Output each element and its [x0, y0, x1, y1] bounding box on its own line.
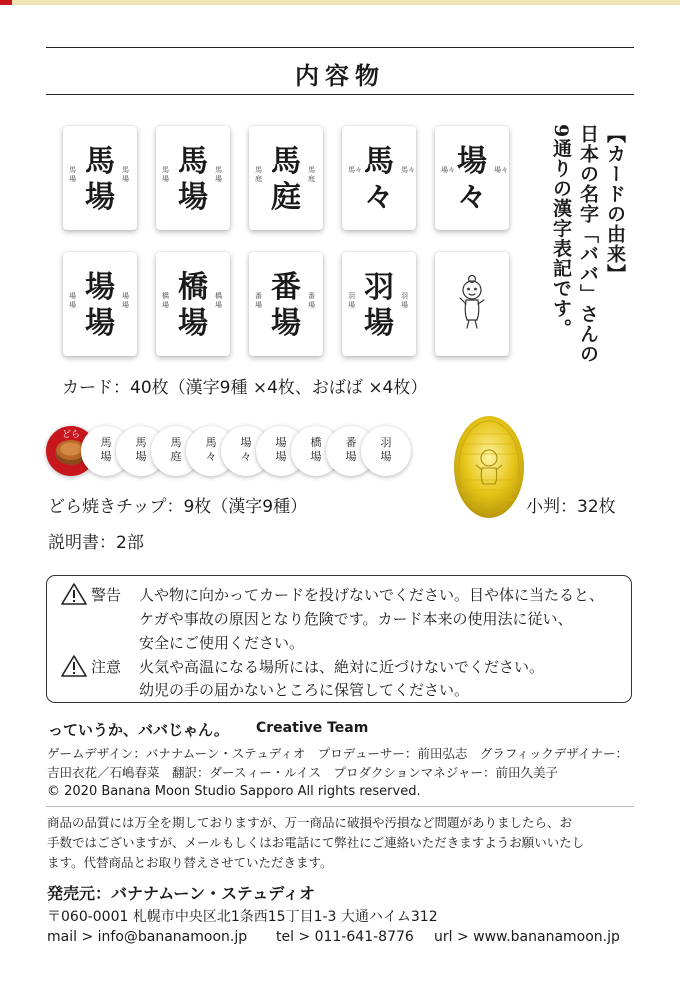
- card-origin-note-line1: 【カードの由来】: [604, 124, 626, 284]
- warning-line-2: ケガや事故の原因となり危険です。カード本来の使用法に従い、: [139, 610, 573, 628]
- creative-team-label: Creative Team: [256, 720, 369, 736]
- chip-count-text: どら焼きチップ：9枚（漢字9種）: [48, 497, 308, 517]
- publisher-url[interactable]: url > www.bananamoon.jp: [434, 929, 620, 945]
- card-corner-label: 場々: [441, 166, 455, 174]
- card-baba-4: [342, 126, 416, 230]
- card-kanji-bottom: 場: [178, 180, 208, 215]
- card-baba-8: [249, 252, 323, 356]
- card-corner-label: 馬場: [69, 166, 76, 183]
- warning-label: 警告: [91, 586, 122, 604]
- card-kanji-bottom: 庭: [271, 180, 301, 215]
- publisher-mail[interactable]: mail > info@bananamoon.jp: [47, 929, 248, 945]
- card-corner-label: 番場: [308, 292, 315, 309]
- card-kanji-bottom: 場: [364, 306, 394, 341]
- warning-line-3: 安全にご使用ください。: [139, 634, 305, 652]
- obaba-figure-icon: [435, 252, 509, 356]
- card-corner-label: 羽場: [401, 292, 408, 309]
- card-kanji-bottom: 々: [457, 180, 487, 215]
- card-corner-label: 馬場: [162, 166, 169, 183]
- publisher-tel[interactable]: tel > 011-641-8776: [276, 929, 414, 945]
- card-corner-label: 場場: [69, 292, 76, 309]
- warning-box: [46, 575, 632, 703]
- warning-line-1: 人や物に向かってカードを投げないでください。目や体に当たると、: [139, 586, 605, 604]
- card-origin-note-line3: 9通りの漢字表記です。: [550, 124, 572, 339]
- quality-note-line-3: ます。代替商品とお取り替えさせていただきます。: [47, 855, 333, 870]
- chip-7: 橋 場: [291, 426, 341, 476]
- credits-line-1: ゲームデザイン：バナナムーン・ステュディオ プロデューサー：前田弘志 グラフィックデザイナー：: [47, 746, 629, 761]
- card-kanji-top: 馬: [178, 144, 208, 179]
- title-rule-bottom: [46, 94, 634, 95]
- manual-count-text: 説明書：2部: [48, 533, 144, 553]
- chip-2: 馬 場: [116, 426, 166, 476]
- card-baba-5: [435, 126, 509, 230]
- card-corner-label: 馬場: [215, 166, 222, 183]
- card-kanji-bottom: 々: [364, 180, 394, 215]
- credits-line-2: 吉田衣花／石嶋春菜 翻訳：ダースィー・ルイス プロダクションマネジャー：前田久美子: [47, 765, 559, 780]
- card-kanji-bottom: 場: [271, 306, 301, 341]
- title-rule-top: [46, 47, 634, 48]
- card-kanji-bottom: 場: [85, 180, 115, 215]
- chip-3: 馬 庭: [151, 426, 201, 476]
- card-kanji-bottom: 場: [85, 306, 115, 341]
- top-red-accent: [0, 0, 12, 5]
- card-corner-label: 馬々: [348, 166, 362, 174]
- card-corner-label: 羽場: [348, 292, 355, 309]
- card-kanji-bottom: 場: [178, 306, 208, 341]
- koban-count-text: 小判：32枚: [526, 497, 616, 517]
- publisher-name: 発売元：バナナムーン・ステュディオ: [47, 884, 316, 903]
- brand-title: っていうか、ババじゃん。: [48, 721, 229, 739]
- card-baba-6: [63, 252, 137, 356]
- divider: [46, 806, 634, 807]
- card-kanji-top: 橋: [178, 270, 208, 305]
- publisher-address: 〒060-0001 札幌市中央区北1条西15丁目1-3 大通ハイム312: [47, 909, 438, 925]
- card-baba-1: [63, 126, 137, 230]
- card-baba-2: [156, 126, 230, 230]
- card-origin-note-line2: 日本の名字「ババ」さんの: [577, 124, 599, 364]
- card-kanji-top: 馬: [85, 144, 115, 179]
- chip-9: 羽 場: [361, 426, 411, 476]
- card-count-text: カード：40枚（漢字9種 ×4枚、おばば ×4枚）: [62, 378, 428, 398]
- dorayaki-label: どら: [61, 430, 80, 440]
- chip-1: 馬 場: [81, 426, 131, 476]
- koban-coin-icon: [452, 414, 526, 520]
- card-baba-7: [156, 252, 230, 356]
- card-corner-label: 場場: [122, 292, 129, 309]
- card-kanji-top: 番: [271, 270, 301, 305]
- chip-4: 馬 々: [186, 426, 236, 476]
- card-corner-label: 番場: [255, 292, 262, 309]
- caution-label: 注意: [91, 658, 122, 676]
- card-corner-label: 場々: [494, 166, 508, 174]
- card-corner-label: 馬庭: [308, 166, 315, 183]
- warning-triangle-icon: [61, 582, 87, 606]
- chip-5: 場 々: [221, 426, 271, 476]
- card-corner-label: 馬場: [122, 166, 129, 183]
- card-corner-label: 馬庭: [255, 166, 262, 183]
- card-kanji-top: 場: [457, 144, 487, 179]
- card-kanji-top: 馬: [364, 144, 394, 179]
- chip-6: 場 場: [256, 426, 306, 476]
- card-kanji-top: 馬: [271, 144, 301, 179]
- card-corner-label: 馬々: [401, 166, 415, 174]
- page-title: 内容物: [295, 61, 385, 90]
- card-kanji-top: 羽: [364, 270, 394, 305]
- quality-note-line-2: 手数ではございますが、メールもしくはお電話にて弊社にご連絡いただきますようお願いいたし: [47, 835, 585, 850]
- card-corner-label: 橋場: [215, 292, 222, 309]
- caution-triangle-icon: [61, 654, 87, 678]
- card-kanji-top: 場: [85, 270, 115, 305]
- card-corner-label: 橋場: [162, 292, 169, 309]
- caution-line-1: 火気や高温になる場所には、絶対に近づけないでください。: [139, 658, 545, 676]
- card-baba-3: [249, 126, 323, 230]
- chip-8: 番 場: [326, 426, 376, 476]
- top-color-strip: [0, 0, 680, 5]
- caution-line-2: 幼児の手の届かないところに保管してください。: [139, 681, 470, 699]
- card-baba-9: [342, 252, 416, 356]
- card-obaba: [435, 252, 509, 356]
- quality-note-line-1: 商品の品質には万全を期しておりますが、万一商品に破損や汚損など問題がありましたら、お: [47, 815, 573, 830]
- copyright: © 2020 Banana Moon Studio Sapporo All rights reserved.: [47, 784, 421, 799]
